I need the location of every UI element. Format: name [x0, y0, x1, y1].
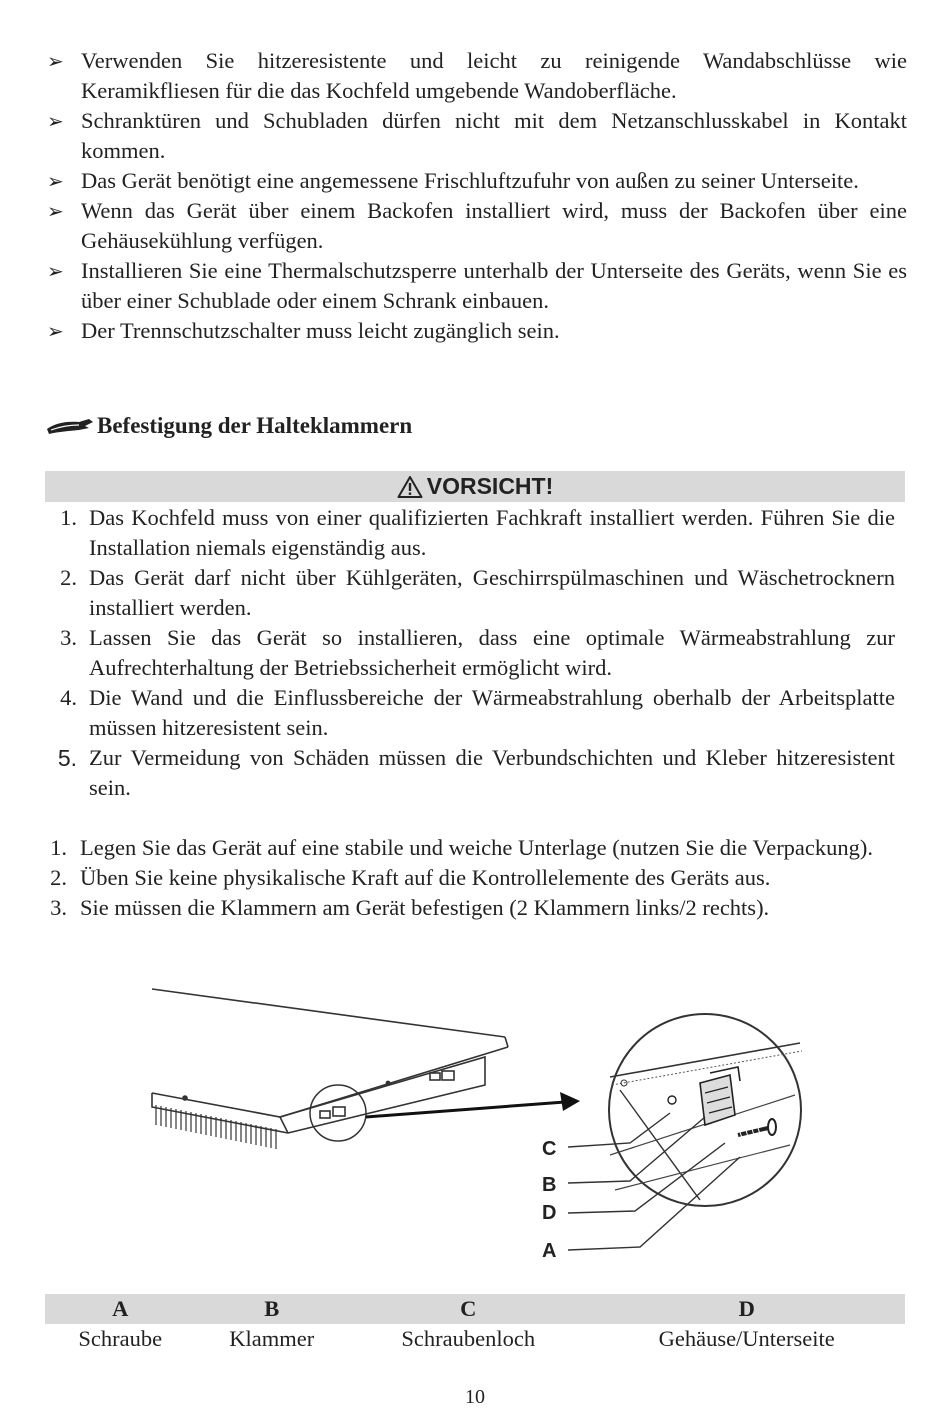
list-item: ➢ Installieren Sie eine Thermalschutzsperre unterhalb der Unterseite des Geräts, wenn Sie es über einer Schublade oder einem Schrank einbauen.	[47, 258, 907, 313]
caution-list	[45, 503, 895, 803]
list-item: ➢ Das Gerät benötigt eine angemessene Frischluftzufuhr von außen zu seiner Unterseite.	[45, 166, 907, 196]
table-row	[45, 1324, 905, 1354]
table-header: A	[45, 1294, 195, 1324]
list-item: ➢ Der Trennschutzschalter muss leicht zugänglich sein.	[45, 316, 907, 346]
page-number: 10	[465, 1386, 485, 1408]
arrow-bullet-icon: ➢	[47, 109, 64, 133]
pointing-hand-icon	[45, 413, 95, 439]
table-cell: Gehäuse/Unterseite	[658, 1326, 835, 1351]
caution-label: VORSICHT!	[426, 473, 554, 499]
label-c: C	[542, 1138, 557, 1160]
parts-legend-table	[45, 1294, 905, 1354]
list-item: 3. Lassen Sie das Gerät so installieren, dass eine optimale Wärmeabstrahlung zur Aufrechterhaltung der Betriebssicherheit ermöglicht wird.	[60, 625, 895, 680]
label-b: B	[542, 1174, 557, 1196]
highlight-circle	[310, 1085, 366, 1141]
list-item: 1. Das Kochfeld muss von einer qualifizierten Fachkraft installiert werden. Führen Sie die Installation niemals eigenständig aus.	[60, 505, 895, 560]
arrow-bullet-icon: ➢	[47, 259, 64, 283]
steps-list	[45, 833, 907, 923]
list-item: 2. Das Gerät darf nicht über Kühlgeräten, Geschirrspülmaschinen und Wäschetrocknern installiert werden.	[60, 565, 895, 620]
warning-triangle-icon	[397, 475, 423, 499]
list-item: ➢ Schranktüren und Schubladen dürfen nicht mit dem Netzanschlusskabel in Kontakt kommen.	[47, 108, 907, 163]
list-item: ➢ Verwenden Sie hitzeresistente und leicht zu reinigende Wandabschlüsse wie Keramikfliesen für die das Kochfeld umgebende Wandoberfläche.	[47, 48, 907, 103]
list-item: 5. Zur Vermeidung von Schäden müssen die Verbundschichten und Kleber hitzeresistent sein.	[57, 745, 895, 800]
label-a: A	[542, 1240, 557, 1262]
pointer-arrow	[366, 1102, 565, 1117]
table-cell: Schraube	[78, 1326, 163, 1351]
arrow-bullet-icon: ➢	[47, 169, 64, 193]
hob-illustration	[150, 989, 508, 1149]
table-cell: Klammer	[229, 1326, 315, 1351]
list-item: 4. Die Wand und die Einflussbereiche der Wärmeabstrahlung oberhalb der Arbeitsplatte müssen hitzeresistent sein.	[60, 685, 895, 740]
arrow-bullet-icon: ➢	[47, 199, 64, 223]
table-header: C	[348, 1294, 588, 1324]
installation-notes-list	[45, 46, 907, 346]
bracket-installation-diagram	[140, 985, 820, 1270]
label-d: D	[542, 1202, 557, 1224]
list-item: ➢ Wenn das Gerät über einem Backofen installiert wird, muss der Backofen über eine Gehäusekühlung verfügen.	[47, 198, 907, 253]
list-item: 3. Sie müssen die Klammern am Gerät befestigen (2 Klammern links/2 rechts).	[50, 895, 770, 920]
table-header-row	[45, 1294, 905, 1324]
table-header: D	[588, 1294, 905, 1324]
caution-banner	[45, 471, 905, 502]
arrow-bullet-icon: ➢	[47, 319, 64, 343]
table-header: B	[195, 1294, 348, 1324]
detail-zoom-circle	[609, 1014, 802, 1206]
section-title: Befestigung der Halteklammern	[97, 413, 413, 438]
list-item: 1. Legen Sie das Gerät auf eine stabile und weiche Unterlage (nutzen Sie die Verpackung).	[50, 835, 874, 860]
arrow-bullet-icon: ➢	[47, 49, 64, 73]
section-heading	[45, 410, 412, 442]
list-item: 2. Üben Sie keine physikalische Kraft auf die Kontrollelemente des Geräts aus.	[50, 865, 771, 890]
table-cell: Schraubenloch	[401, 1326, 536, 1351]
